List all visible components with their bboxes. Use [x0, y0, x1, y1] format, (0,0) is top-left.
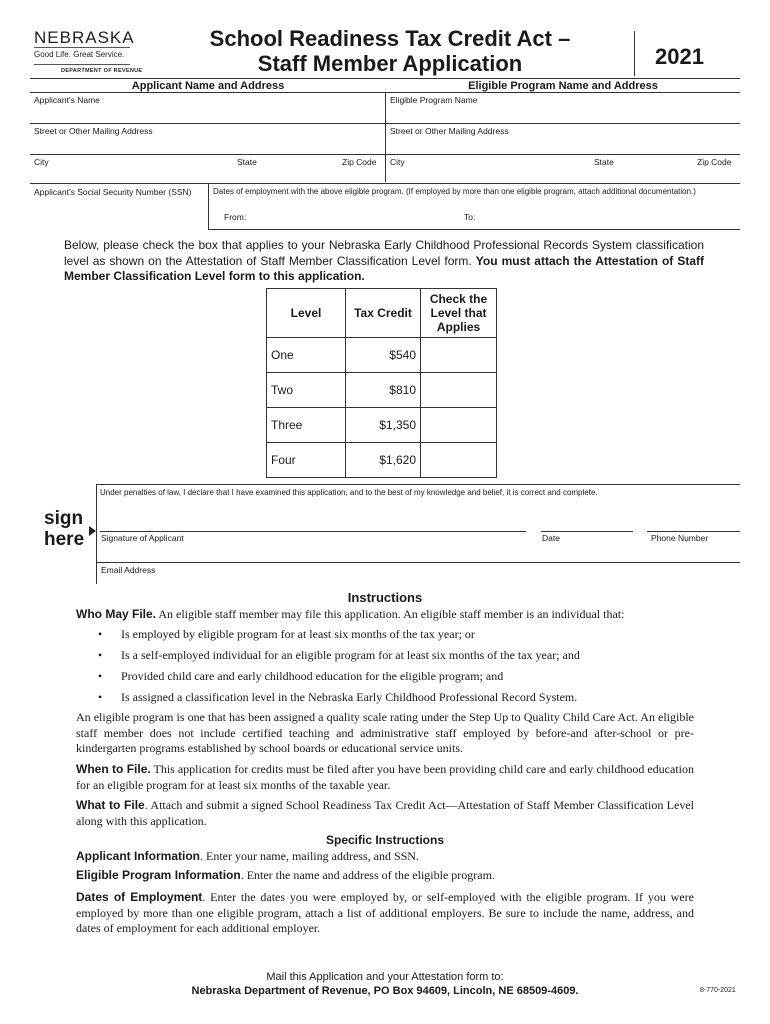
penalty-statement: Under penalties of law, I declare that I have examined this application, and to the best of my knowledge and belief, it is correct and complete. — [100, 488, 598, 497]
date-line — [541, 531, 633, 532]
program-information — [76, 868, 694, 884]
check-box-level-three[interactable] — [421, 408, 497, 443]
ssn-divider — [208, 183, 209, 229]
dates-text: . Enter the dates you were employed by, or self-employed with the eligible program. If you were employed by more than one eligible program, attach a list of additional employers. Be sure to include the name, address, and dates of employment for each additional employer. — [76, 890, 694, 935]
logo-tagline: Good Life. Great Service. — [34, 50, 125, 59]
table-row — [267, 408, 497, 443]
email-field[interactable] — [100, 544, 740, 561]
title-line-1: School Readiness Tax Credit Act – — [209, 26, 571, 51]
header-level: Level — [267, 289, 346, 338]
dates-heading: Dates of Employment — [76, 890, 203, 904]
program-name-label: Eligible Program Name — [390, 95, 478, 105]
eligibility-list — [96, 627, 580, 711]
applicant-name-label: Applicant's Name — [34, 95, 100, 105]
what-text: . Attach and submit a signed School Readiness Tax Credit Act—Attestation of Staff Member Classification Level along with this application. — [76, 798, 695, 828]
to-label: To: — [464, 212, 476, 222]
program-name-field[interactable] — [388, 106, 738, 123]
eligible-program-paragraph: An eligible program is one that has been assigned a quality scale rating under the Step Up to Quality Child Care Act. An eligible staff member does not include certified teaching and administrative staff employed by before-and after-school or pre-kindergarten programs established by school boards or educational service units. — [76, 710, 694, 755]
level-cell: One — [267, 338, 346, 373]
program-info-heading: Eligible Program Information — [76, 868, 241, 882]
list-item: • Is assigned a classification level in the Nebraska Early Childhood Professional Record System. — [96, 690, 580, 711]
credit-cell: $540 — [346, 338, 421, 373]
signature-label: Signature of Applicant — [101, 533, 184, 543]
employment-from-field[interactable] — [250, 208, 450, 226]
table-row — [267, 338, 497, 373]
list-item: • Provided child care and early childhood education for the eligible program; and — [96, 669, 580, 690]
program-city-state-zip-field[interactable] — [388, 168, 738, 182]
header-tax-credit: Tax Credit — [346, 289, 421, 338]
applicant-street-label: Street or Other Mailing Address — [34, 126, 153, 136]
dates-of-employment — [76, 890, 694, 937]
here-word: here — [44, 529, 85, 550]
when-heading: When to File. — [76, 762, 151, 776]
list-item: • Is a self-employed individual for an eligible program for at least six months of the tax year; and — [96, 648, 580, 669]
applicant-section-title: Applicant Name and Address — [131, 80, 285, 92]
level-cell: Two — [267, 373, 346, 408]
row-rule — [208, 229, 740, 230]
header-check: Check the Level that Applies — [421, 289, 497, 338]
credit-cell: $1,620 — [346, 443, 421, 478]
applicant-name-field[interactable] — [30, 106, 384, 123]
what-heading: What to File — [76, 798, 145, 812]
sign-here-marker — [44, 508, 84, 550]
program-section-title: Eligible Program Name and Address — [468, 80, 658, 92]
when-text: This application for credits must be filed after you have been providing child care and early childhood education for an eligible program for at least six months of the taxable year. — [76, 762, 694, 792]
row-rule — [30, 123, 740, 124]
form-title — [155, 26, 625, 76]
applicant-state-label: State — [237, 157, 257, 167]
phone-field[interactable] — [647, 508, 740, 530]
table-header-row — [267, 289, 497, 338]
signature-top-rule — [96, 484, 740, 485]
applicant-zip-label: Zip Code — [342, 157, 377, 167]
program-city-label: City — [390, 157, 405, 167]
date-field[interactable] — [541, 508, 633, 530]
row-rule — [30, 154, 740, 155]
applicant-info-heading: Applicant Information — [76, 849, 200, 863]
when-to-file — [76, 762, 694, 793]
employment-to-field[interactable] — [480, 208, 730, 226]
who-text: An eligible staff member may file this application. An eligible staff member is an individual that: — [156, 607, 625, 621]
credit-cell: $1,350 — [346, 408, 421, 443]
applicant-city-state-zip-field[interactable] — [30, 168, 384, 182]
table-row — [267, 373, 497, 408]
signature-left-rule — [96, 484, 97, 584]
who-may-file — [76, 607, 694, 623]
form-number: 8-770-2021 — [700, 987, 736, 994]
employment-dates-label: Dates of employment with the above eligible program. (If employed by more than one eligible program, attach additional documentation.) — [213, 187, 696, 196]
program-zip-label: Zip Code — [697, 157, 732, 167]
program-state-label: State — [594, 157, 614, 167]
check-box-level-four[interactable] — [421, 443, 497, 478]
credit-cell: $810 — [346, 373, 421, 408]
specific-instructions-title: Specific Instructions — [325, 833, 445, 847]
sign-arrow-icon — [89, 526, 96, 536]
mail-address: Nebraska Department of Revenue, PO Box 94609, Lincoln, NE 68509-4609. — [191, 985, 579, 997]
program-street-field[interactable] — [388, 137, 738, 154]
signature-line — [100, 531, 526, 532]
logo-wordmark: NEBRASKA — [34, 28, 135, 47]
attach-requirement: You must attach the Attestation of Staff Member Classification Level form to this application. — [64, 253, 704, 283]
logo-department: DEPARTMENT OF REVENUE — [61, 68, 143, 74]
logo-rule — [34, 47, 130, 48]
level-cell: Three — [267, 408, 346, 443]
ssn-label: Applicant's Social Security Number (SSN) — [34, 187, 192, 197]
row-rule — [30, 183, 740, 184]
tax-year: 2021 — [655, 44, 704, 69]
classification-table — [266, 288, 497, 478]
logo-rule-lower — [34, 64, 130, 65]
list-item: • Is employed by eligible program for at least six months of the tax year; or — [96, 627, 580, 648]
applicant-info-text: . Enter your name, mailing address, and SSN. — [200, 849, 419, 863]
applicant-street-field[interactable] — [30, 137, 384, 154]
applicant-information — [76, 849, 694, 865]
ssn-field[interactable] — [30, 200, 206, 228]
classification-instructions — [64, 238, 704, 285]
check-box-level-one[interactable] — [421, 338, 497, 373]
sign-word: sign — [44, 508, 84, 529]
email-label: Email Address — [101, 565, 156, 575]
table-row — [267, 443, 497, 478]
year-divider — [634, 31, 635, 76]
signature-field[interactable] — [100, 508, 526, 530]
who-heading: Who May File. — [76, 607, 157, 621]
program-info-text: . Enter the name and address of the eligible program. — [240, 868, 495, 882]
applicant-city-label: City — [34, 157, 49, 167]
mailing-instructions — [0, 970, 770, 998]
program-street-label: Street or Other Mailing Address — [390, 126, 509, 136]
level-cell: Four — [267, 443, 346, 478]
date-label: Date — [542, 533, 560, 543]
column-divider — [385, 92, 386, 182]
classification-text: Below, please check the box that applies to your Nebraska Early Childhood Professional Records System classification level as shown on the Attestation of Staff Member Classification Level form. — [64, 238, 704, 268]
from-label: From: — [224, 212, 247, 222]
phone-label: Phone Number — [651, 533, 709, 543]
check-box-level-two[interactable] — [421, 373, 497, 408]
what-to-file — [76, 798, 694, 829]
mail-line-1: Mail this Application and your Attestation form to: — [266, 971, 504, 983]
title-line-2: Staff Member Application — [257, 51, 523, 76]
instructions-title: Instructions — [347, 590, 423, 605]
header-rule — [30, 78, 740, 79]
phone-line — [647, 531, 740, 532]
email-line — [96, 562, 740, 563]
